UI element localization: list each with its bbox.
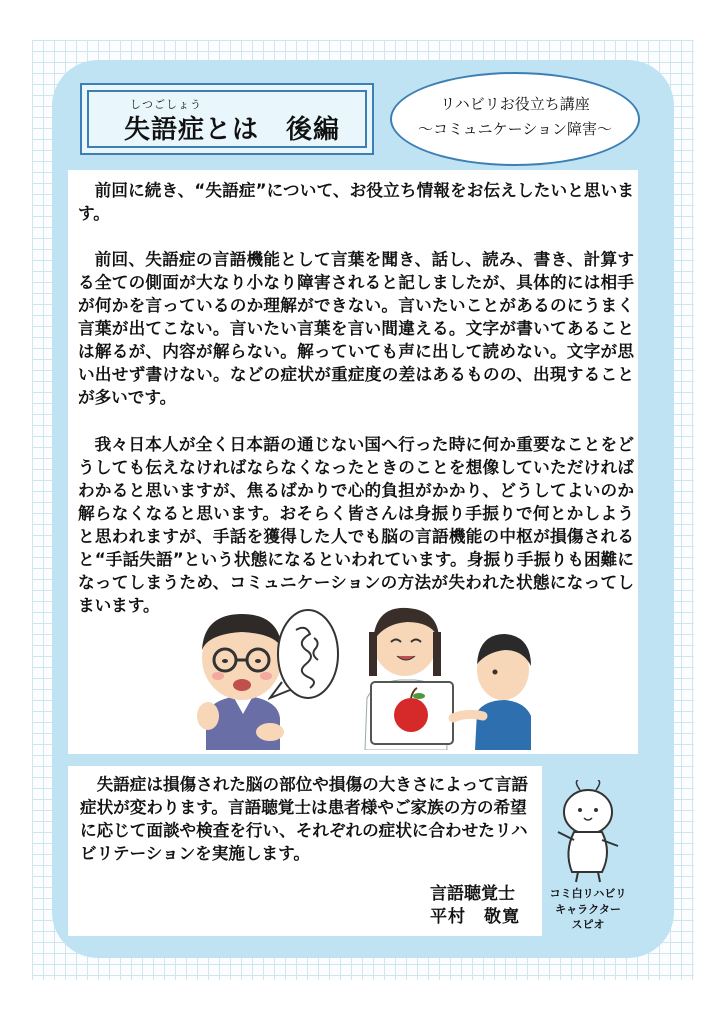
- paragraph-closing: 失語症は損傷された脳の部位や損傷の大きさによって言語症状が変わります。言語聴覚士は患者様やご家族の方の希望に応じて面談や検査を行い、それぞれの症状に合わせたリハビリテーションを実施します。: [80, 775, 529, 863]
- paragraph-intro: 前回に続き、“失語症”について、お役立ち情報をお伝えしたいと思います。: [78, 181, 634, 223]
- paragraph-analogy: 我々日本人が全く日本語の通じない国へ行った時に何か重要なことをどうしても伝えなければならなくなったときのことを想像していただければわかると思いますが、焦るばかりで心的負担がかかり、どうしてよいのか解らなくなると思います。おそらく皆さんは身振り手振りで何とかしようと思われますが、手話を獲得した人でも脳の言語機能の中枢が損傷されると“手話失語”という状態になるといわれています。身振り手振りも困難になってしまうため、コミュニケーションの方法が失われた状態になってしまいます。: [78, 435, 634, 615]
- mascot-caption-line3: スピオ: [571, 918, 605, 931]
- page-title: 失語症とは 後編: [124, 115, 341, 145]
- therapist-illustration: [355, 600, 535, 750]
- paragraph-symptoms: 前回、失語症の言語機能として言葉を聞き、話し、読み、書き、計算する全ての側面が大なり小なり障害されると記しましたが、具体的には相手が何かを言っているのか理解ができない。言いたいことがあるのにうまく言葉が出てこない。言いたい言葉を言い間違える。文字が書いてあることは解るが、内容が解らない。解っていても声に出して読めない。文字が思い出せず書けない。などの症状が重症度の差はあるものの、出現することが多いです。: [78, 250, 634, 407]
- mascot-caption-line2: キャラクター: [555, 902, 621, 916]
- mascot-spio-icon: [550, 780, 630, 884]
- title-ruby: しつごしょう: [130, 98, 202, 111]
- series-name: リハビリお役立ち講座: [440, 95, 590, 113]
- signature-name: 平村 敬寛: [430, 907, 520, 927]
- signature-title: 言語聴覚士: [430, 884, 515, 904]
- mascot-caption: [544, 886, 632, 933]
- mascot-caption-line1: コミ白リハビリ: [549, 887, 627, 900]
- speech-bubble-icon: [268, 608, 342, 708]
- series-subtitle: ～コミュニケーション障害～: [417, 120, 613, 138]
